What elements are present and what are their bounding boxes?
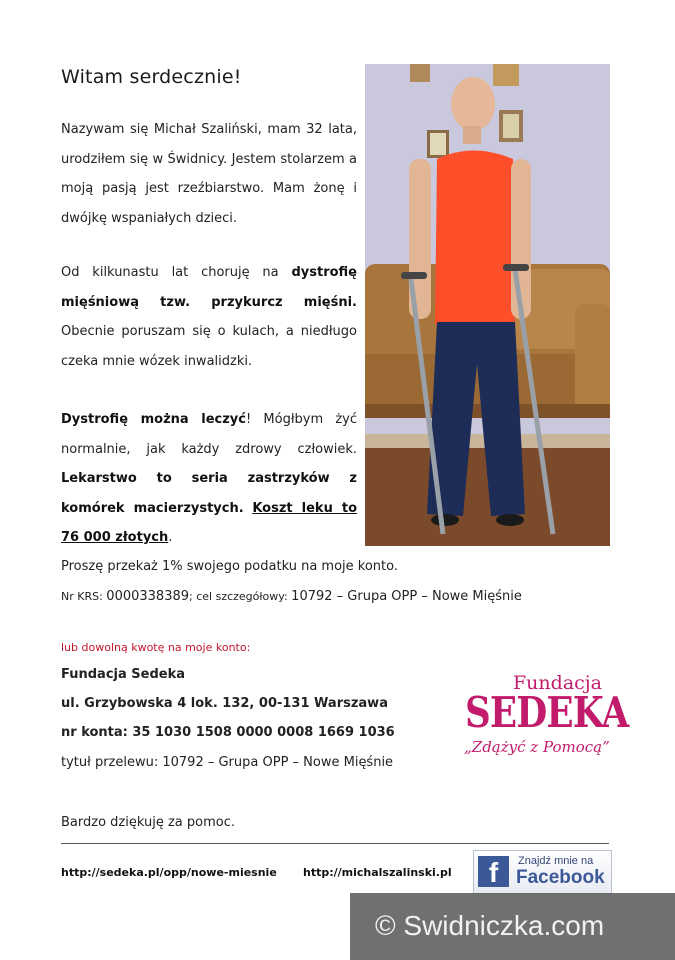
- krs-number: 0000338389: [106, 589, 190, 604]
- link-michalszalinski[interactable]: http://michalszalinski.pl: [303, 866, 452, 879]
- intro-paragraph: Nazywam się Michał Szaliński, mam 32 lata, urodziłem się w Świdnicy. Jestem stolarzem a moją pasją jest rzeźbiarstwo. Mam żonę i dwójkę wspaniałych dzieci.: [61, 122, 357, 226]
- treatment-text-3: .: [168, 530, 173, 545]
- treatment-bold-1: Dystrofię można leczyć: [61, 412, 246, 427]
- alternative-donation: lub dowolną kwotę na moje konto:: [61, 641, 251, 654]
- illness-text-2: Obecnie poruszam się o kulach, a niedługo czeka mnie wózek inwalidzki.: [61, 324, 357, 369]
- thanks-text: Bardzo dziękuję za pomoc.: [61, 815, 235, 830]
- krs-cel: 10792 – Grupa OPP – Nowe Mięśnie: [291, 589, 522, 604]
- logo-fundacja: Fundacja: [513, 672, 603, 694]
- treatment-paragraph: [61, 405, 357, 553]
- page-title: Witam serdecznie!: [61, 66, 242, 88]
- facebook-button[interactable]: [473, 850, 612, 894]
- illness-bold: dystrofię mięśniową tzw. przykurcz mięśni.: [61, 265, 357, 310]
- treatment-cost: Koszt leku to 76 000 złotych: [61, 500, 357, 545]
- portrait-illustration: [365, 64, 610, 546]
- foundation-address: ul. Grzybowska 4 lok. 132, 00-131 Warszawa: [61, 696, 388, 711]
- treatment-text-1: ! Mógłbym żyć normalnie, jak każdy zdrowy człowiek.: [61, 412, 357, 457]
- divider: [61, 843, 609, 844]
- facebook-big-text: Facebook: [516, 867, 605, 888]
- krs-cel-label: ; cel szczegółowy:: [189, 590, 292, 603]
- logo-tagline: „Zdążyć z Pomocą”: [464, 738, 610, 756]
- facebook-small-text: Znajdź mnie na: [518, 855, 594, 867]
- krs-label: Nr KRS:: [61, 590, 107, 603]
- transfer-title: tytuł przelewu: 10792 – Grupa OPP – Nowe Mięśnie: [61, 755, 394, 770]
- donation-request: Proszę przekaż 1% swojego podatku na moje konto.: [61, 559, 398, 574]
- logo-sedeka: SEDEKA: [465, 688, 629, 737]
- watermark-text: © Swidniczka.com: [375, 910, 605, 941]
- illness-text-1: Od kilkunastu lat choruję na: [61, 265, 292, 280]
- krs-line: [61, 589, 522, 604]
- watermark: [350, 893, 675, 960]
- link-sedeka[interactable]: http://sedeka.pl/opp/nowe-miesnie: [61, 866, 277, 879]
- portrait-photo: [365, 64, 610, 546]
- illness-paragraph: [61, 258, 357, 376]
- foundation-name: Fundacja Sedeka: [61, 667, 186, 682]
- facebook-icon: f: [478, 856, 509, 887]
- bank-account: nr konta: 35 1030 1508 0000 0008 1669 1036: [61, 725, 395, 740]
- treatment-bold-2: Lekarstwo to seria zastrzyków z komórek macierzystych.: [61, 471, 357, 516]
